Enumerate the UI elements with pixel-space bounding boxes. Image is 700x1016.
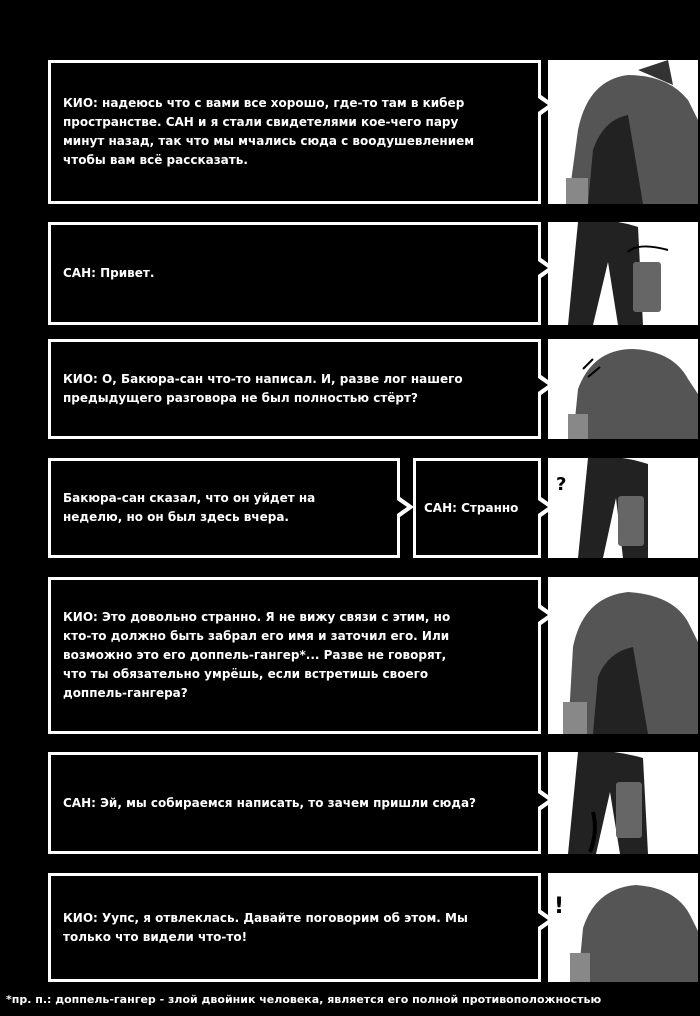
translator-footnote: *пр. п.: доппель-гангер - злой двойник человека, является его полной противоположностью: [6, 993, 602, 1006]
hooded-figure-icon: [548, 339, 698, 439]
exclamation-mark-icon: !: [554, 894, 565, 919]
speech-bubble-1: [48, 60, 541, 204]
reply-text: САН: Странно: [424, 500, 519, 515]
bubble-text-3: КИО: О, Бакюра-сан что-то написал. И, разве лог нашего предыдущего разговора не был полностью стёрт?: [63, 372, 463, 405]
reply-bubble: [413, 458, 541, 558]
hooded-figure-icon: [548, 577, 698, 734]
speech-bubble-5: [48, 577, 541, 734]
speech-bubble-6: [48, 752, 541, 854]
hooded-figure-icon: [548, 873, 698, 982]
bubble-text-2: САН: Привет.: [63, 266, 155, 280]
question-mark-icon: ?: [556, 474, 567, 495]
speech-bubble-4: [48, 458, 400, 558]
hooded-figure-icon: [548, 60, 698, 204]
bubble-text-7: КИО: Уупс, я отвлеклась. Давайте поговорим об этом. Мы только что видели что-то!: [63, 910, 468, 944]
speech-bubble-7: [48, 873, 541, 982]
speech-bubble-3: [48, 339, 541, 439]
bubble-tail-4: [400, 497, 414, 517]
bubble-text-6: САН: Эй, мы собираемся написать, то зачем пришли сюда?: [63, 795, 477, 810]
bubble-text-5: КИО: Это довольно странно. Я не вижу связи с этим, но кто-то должно быть забрал его имя и заточил его. Или возможно это его доппель-гангер*... Разве не говорят, что ты обязательно умрёшь, если встретишь своего доппель-гангера?: [63, 610, 451, 700]
long-haired-girl-icon: [548, 752, 698, 854]
bubble-text-1: КИО: надеюсь что с вами все хорошо, где-то там в кибер пространстве. САН и я стали свидетелями кое-чего пару минут назад, так что мы мчались сюда с воодушевлением чтобы вам всё рассказать.: [63, 96, 475, 167]
speech-bubble-2: [48, 222, 541, 325]
bubble-text-4: Бакюра-сан сказал, что он уйдет на неделю, но он был здесь вчера.: [63, 491, 316, 524]
long-haired-girl-icon: [548, 458, 698, 558]
long-haired-girl-icon: [548, 222, 698, 325]
